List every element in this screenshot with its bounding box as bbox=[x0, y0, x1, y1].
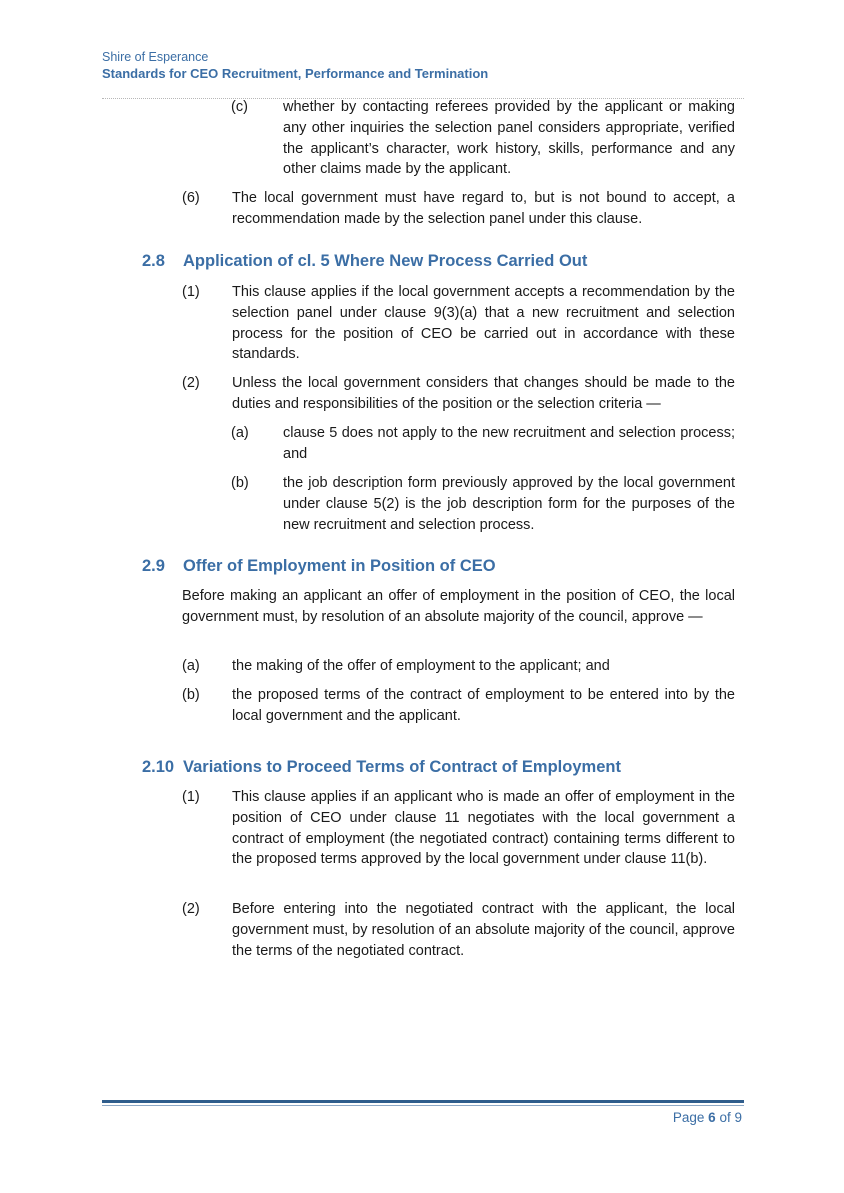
footer-rule bbox=[102, 1100, 744, 1103]
clause-marker: (1) bbox=[182, 284, 200, 300]
document-title: Standards for CEO Recruitment, Performance and Termination bbox=[102, 66, 489, 81]
clause-text: This clause applies if the local government accepts a recommendation by the selection panel under clause 9(3)(a) that a new recruitment and selection process for the position of CEO be carried out in accordance with these standards. bbox=[232, 284, 735, 363]
clause-text: Before entering into the negotiated contract with the applicant, the local government must, by resolution of an absolute majority of the council, approve the terms of the negotiated contract. bbox=[232, 901, 735, 959]
section-title: Variations to Proceed Terms of Contract of Employment bbox=[183, 758, 621, 776]
section-heading-2-9 bbox=[142, 555, 496, 577]
section-title: Application of cl. 5 Where New Process Carried Out bbox=[183, 252, 588, 270]
clause-text: clause 5 does not apply to the new recruitment and selection process; and bbox=[283, 425, 735, 462]
footer-rule-thin bbox=[102, 1105, 744, 1106]
clause-marker: (b) bbox=[182, 687, 200, 703]
section-heading-2-8 bbox=[142, 250, 587, 272]
page-label: Page bbox=[672, 1110, 705, 1125]
clause-marker: (2) bbox=[182, 375, 200, 391]
clause-marker: (a) bbox=[182, 658, 200, 674]
page-current: 6 bbox=[708, 1110, 716, 1125]
page-number bbox=[673, 1110, 742, 1125]
clause-marker: (1) bbox=[182, 789, 200, 805]
clause-marker: (2) bbox=[182, 901, 200, 917]
clause-text: the making of the offer of employment to the applicant; and bbox=[232, 658, 610, 674]
page-of-label: of bbox=[719, 1110, 731, 1125]
section-intro: Before making an applicant an offer of employment in the position of CEO, the local government must, by resolution of an absolute majority of the council, approve — bbox=[182, 588, 735, 625]
organisation-name: Shire of Esperance bbox=[102, 50, 209, 64]
clause-text: the proposed terms of the contract of employment to be entered into by the local government and the applicant. bbox=[232, 687, 735, 724]
section-number: 2.10 bbox=[142, 758, 175, 776]
section-title: Offer of Employment in Position of CEO bbox=[183, 557, 496, 575]
page-header bbox=[102, 49, 744, 82]
clause-marker: (c) bbox=[231, 99, 248, 115]
clause-text: This clause applies if an applicant who is made an offer of employment in the position of CEO under clause 11 negotiates with the local government a contract of employment (the negotiated contract) containing terms different to the proposed terms approved by the local government under clause 11(b). bbox=[232, 789, 735, 868]
clause-text: the job description form previously approved by the local government under clause 5(2) is the job description form for the purposes of the new recruitment and selection process. bbox=[283, 475, 735, 533]
section-number: 2.9 bbox=[142, 557, 165, 575]
clause-text: whether by contacting referees provided by the applicant or making any other inquiries the selection panel considers appropriate, verified the applicant’s character, work history, skills, performance and any other claims made by the applicant. bbox=[283, 99, 735, 178]
page-total: 9 bbox=[734, 1110, 742, 1125]
clause-marker: (b) bbox=[231, 475, 249, 491]
section-number: 2.8 bbox=[142, 252, 165, 270]
section-heading-2-10 bbox=[142, 756, 621, 778]
clause-marker: (a) bbox=[231, 425, 249, 441]
clause-text: The local government must have regard to, but is not bound to accept, a recommendation made by the selection panel under this clause. bbox=[232, 190, 735, 227]
clause-text: Unless the local government considers that changes should be made to the duties and responsibilities of the position or the selection criteria — bbox=[232, 375, 735, 412]
clause-marker: (6) bbox=[182, 190, 200, 206]
